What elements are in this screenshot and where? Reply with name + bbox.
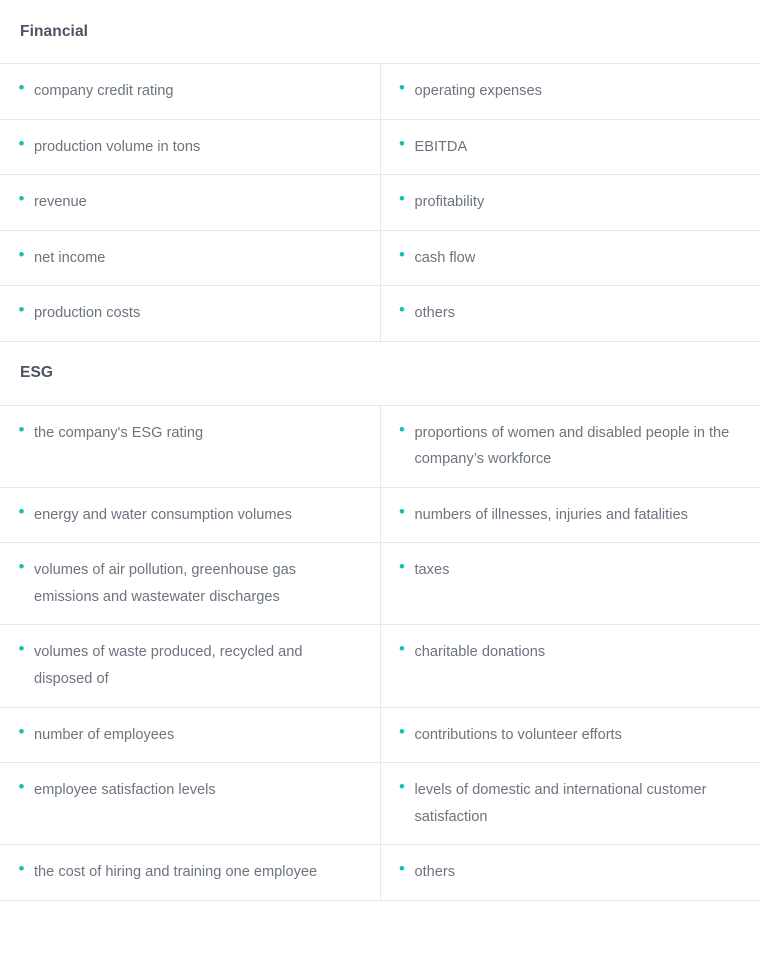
table-cell-left [0,763,380,845]
table-row [0,707,760,763]
list-item [18,639,362,692]
table-row [0,175,760,231]
list-item [18,300,362,327]
table-cell-right [380,625,760,707]
list-item [18,245,362,272]
bullet-icon: • [18,721,25,741]
table-cell-left [0,543,380,625]
bullet-icon: • [18,300,25,320]
table-cell-left [0,119,380,175]
table-cell-left [0,845,380,901]
table-cell-right [380,763,760,845]
section-title: Financial [20,22,89,40]
bullet-icon: • [399,244,405,264]
list-item-label: energy and water consumption volumes [34,506,292,523]
bullet-icon: • [399,501,405,521]
list-item-label: operating expenses [414,83,542,99]
list-item [399,245,743,272]
section-title: ESG [20,364,54,382]
list-item-label: production volume in tons [34,138,201,155]
table-cell-left [0,707,380,763]
bullet-icon: • [399,189,405,209]
bullet-icon: • [18,777,25,797]
table-cell-right [380,286,760,342]
table-cell-left [0,625,380,707]
table-row [0,230,760,286]
table-cell-left [0,487,380,543]
table-cell-right [380,230,760,286]
list-item-label: profitability [414,194,485,211]
list-item-label: others [414,305,456,322]
list-item-label: production costs [34,305,141,322]
bullet-icon: • [18,859,25,879]
list-item-label: taxes [414,562,450,579]
bullet-icon: • [18,189,25,209]
table-cell-right [380,64,760,119]
table-cell-left [0,406,380,488]
bullet-icon: • [399,777,405,797]
list-item-label: levels of domestic and international customer satisfaction [414,782,707,825]
bullet-icon: • [18,639,25,659]
list-item [18,557,362,610]
table-cell-left [0,230,380,286]
list-item [18,420,362,447]
list-item [399,78,743,105]
table-cell-right [380,543,760,625]
list-item-label: the cost of hiring and training one employee [34,864,318,881]
list-item [18,78,362,105]
bullet-icon: • [18,133,25,153]
list-item-label: contributions to volunteer efforts [414,726,622,743]
list-item-label: number of employees [34,726,175,743]
list-item-label: cash flow [414,249,476,266]
bullet-icon: • [18,501,25,521]
table-cell-right [380,845,760,901]
financial-topics-grid [0,64,760,342]
table-cell-left [0,175,380,231]
esg-topics-grid [0,406,760,901]
bullet-icon: • [399,133,405,153]
list-item-label: employee satisfaction levels [34,782,216,799]
table-cell-right [380,406,760,488]
list-item [399,722,743,749]
list-item-label: volumes of waste produced, recycled and disposed of [34,644,303,688]
list-item-label: numbers of illnesses, injuries and fatalities [414,506,688,523]
table-row [0,119,760,175]
list-item [399,557,743,584]
table-row [0,487,760,543]
list-item-label: charitable donations [414,644,546,661]
table-cell-left [0,286,380,342]
list-item [399,777,743,830]
table-row [0,763,760,845]
table-cell-right [380,119,760,175]
list-item [399,134,743,161]
bottom-spacer [0,901,760,927]
table-row [0,625,760,707]
table-row [0,406,760,488]
list-item [399,420,743,473]
list-item [399,639,743,666]
bullet-icon: • [399,300,405,320]
section-header-financial [0,0,760,64]
table-cell-right [380,707,760,763]
list-item [18,777,362,804]
table-cell-right [380,487,760,543]
list-item [18,189,362,216]
bullet-icon: • [399,78,405,97]
list-item [18,502,362,529]
table-cell-right [380,175,760,231]
table-cell-left [0,64,380,119]
list-item [399,300,743,327]
list-item [399,189,743,216]
bullet-icon: • [18,244,25,264]
list-item-label: EBITDA [414,138,468,155]
list-item-label: others [414,864,456,881]
bullet-icon: • [399,721,405,741]
section-header-esg [0,342,760,406]
table-row [0,543,760,625]
list-item [18,134,362,161]
table-row [0,286,760,342]
bullet-icon: • [399,859,405,879]
list-item-label: the company's ESG rating [34,424,204,441]
bullet-icon: • [399,557,405,577]
list-item-label: proportions of women and disabled people in the company’s workforce [414,424,730,468]
bullet-icon: • [399,419,405,439]
list-item-label: net income [34,249,106,266]
table-row [0,845,760,901]
list-item [399,859,743,886]
bullet-icon: • [18,557,25,577]
bullet-icon: • [18,78,25,97]
bullet-icon: • [399,639,405,659]
bullet-icon: • [18,419,25,439]
list-item-label: company credit rating [34,83,174,99]
list-item-label: revenue [34,194,87,211]
list-item [18,859,362,886]
list-item [18,722,362,749]
list-item [399,502,743,529]
table-row [0,64,760,119]
list-item-label: volumes of air pollution, greenhouse gas emissions and wastewater discharges [34,562,297,605]
